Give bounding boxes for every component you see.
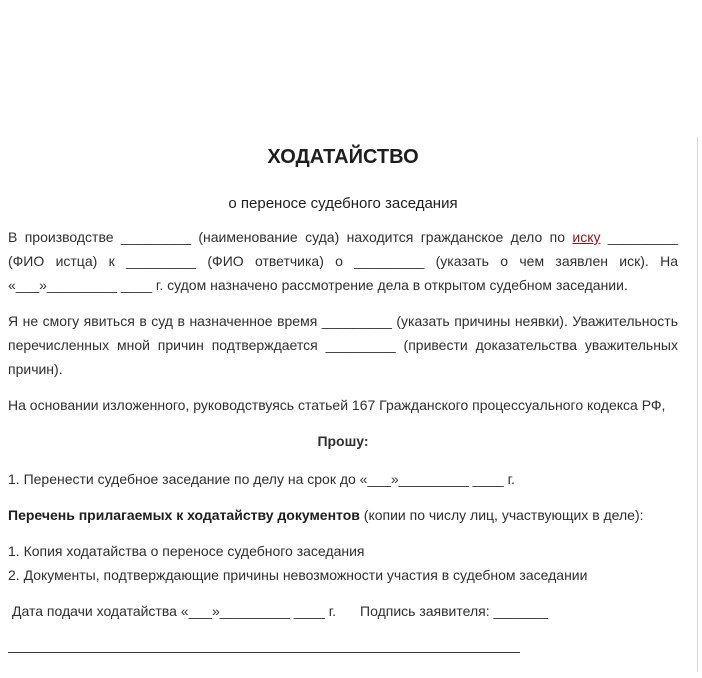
signature-label: Подпись заявителя: _______ <box>360 603 548 619</box>
attachments-heading-note: (копии по числу лиц, участвующих в деле): <box>359 507 644 523</box>
attachments-heading <box>8 503 678 527</box>
request-heading: Прошу: <box>317 433 369 449</box>
attachments-heading-bold: Перечень прилагаемых к ходатайству документов <box>8 507 360 523</box>
attachment-item: 2. Документы, подтверждающие причины невозможности участия в судебном заседании <box>8 567 588 583</box>
document-body <box>8 143 678 623</box>
document-subtitle: о переносе судебного заседания <box>228 195 458 212</box>
date-label: Дата подачи ходатайства «___»_________ ____ г. <box>12 603 337 619</box>
paragraph-legal-basis: На основании изложенного, руководствуясь статьей 167 Гражданского процессуального кодекса РФ, <box>8 397 666 413</box>
request-item: 1. Перенести судебное заседание по делу на срок до «___»_________ ____ г. <box>8 471 515 487</box>
paragraph-absence-reason: Я не смогу явиться в суд в назначенное время _________ (указать причины неявки). Уважительность перечисленных мной причин подтверждается _________ (привести доказательства уважительных причин). <box>8 313 678 377</box>
paragraph-case-info-start: В производстве _________ (наименование суда) находится гражданское дело по <box>8 229 573 245</box>
paragraph-case-info-end: _________ (ФИО истца) к _________ (ФИО ответчика) о _________ (указать о чем заявлен иск). На «___»_________ ____ г. судом назначено рассмотрение дела в открытом судебном заседании. <box>8 229 678 293</box>
lawsuit-link[interactable]: иску <box>572 229 601 245</box>
signature-underline <box>8 652 520 653</box>
document-title: ХОДАТАЙСТВО <box>267 146 419 168</box>
paragraph-case-info <box>8 225 678 297</box>
page-edge-line <box>697 137 698 672</box>
attachment-item: 1. Копия ходатайства о переносе судебного заседания <box>8 543 365 559</box>
date-signature-line <box>8 599 678 623</box>
